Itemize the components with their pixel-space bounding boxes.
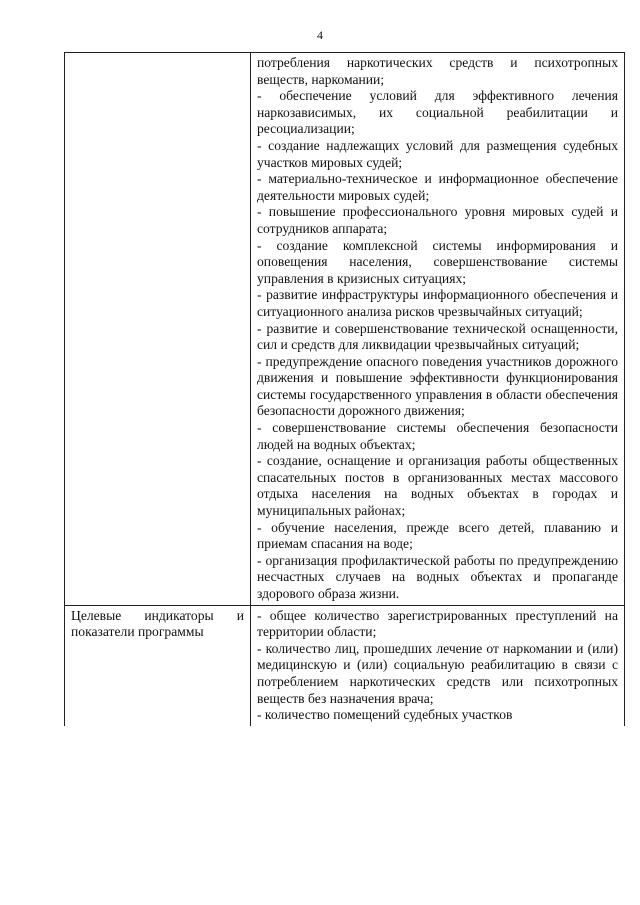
- table-row: [65, 53, 625, 606]
- row-content-cell: [251, 53, 625, 606]
- row-label-cell: [65, 605, 251, 726]
- list-item: - развитие и совершенствование технической оснащенности, сил и средств для ликвидации чрезвычайных ситуаций;: [257, 320, 618, 353]
- list-item: потребления наркотических средств и психотропных веществ, наркомании;: [257, 55, 618, 87]
- list-item: - количество лиц, прошедших лечение от наркомании и (или) медицинскую и (или) социальную реабилитацию в связи с потреблением наркотических средств или психотропных веществ без назначения врача;: [257, 640, 618, 706]
- list-item: - совершенствование системы обеспечения безопасности людей на водных объектах;: [257, 420, 618, 452]
- page-number: 4: [317, 28, 323, 42]
- list-item: - создание, оснащение и организация работы общественных спасательных постов в организованных местах массового отдыха населения на водных объектах в городах и муниципальных районах;: [257, 453, 618, 519]
- list-item: - развитие инфраструктуры информационного обеспечения и ситуационного анализа рисков чрезвычайных ситуаций;: [257, 287, 618, 319]
- table-row: [65, 605, 625, 726]
- list-item: - обучение населения, прежде всего детей, плаванию и приемам спасания на воде;: [257, 519, 618, 552]
- program-passport-table: [64, 52, 625, 726]
- row-content-cell: [251, 605, 625, 726]
- list-item: - создание надлежащих условий для размещения судебных участков мировых судей;: [257, 137, 618, 170]
- row-label-target-indicators: Целевые индикаторы и показатели программы: [71, 607, 244, 640]
- list-item: - обеспечение условий для эффективного лечения наркозависимых, их социальной реабилитации и ресоциализации;: [257, 88, 618, 137]
- list-item: - предупреждение опасного поведения участников дорожного движения и повышение эффективности функционирования системы государственного управления в области обеспечения безопасности дорожного движения;: [257, 353, 618, 419]
- list-item: - повышение профессионального уровня мировых судей и сотрудников аппарата;: [257, 204, 618, 236]
- list-item: - количество помещений судебных участков: [257, 707, 513, 723]
- list-item: - организация профилактической работы по предупреждению несчастных случаев на водных объектах и пропаганде здорового образа жизни.: [257, 552, 618, 601]
- row-label-cell: [65, 53, 251, 606]
- list-item: - материально-техническое и информационное обеспечение деятельности мировых судей;: [257, 171, 618, 203]
- list-item: - общее количество зарегистрированных преступлений на территории области;: [257, 607, 618, 640]
- list-item: - создание комплексной системы информирования и оповещения населения, совершенствование системы управления в кризисных ситуациях;: [257, 237, 618, 286]
